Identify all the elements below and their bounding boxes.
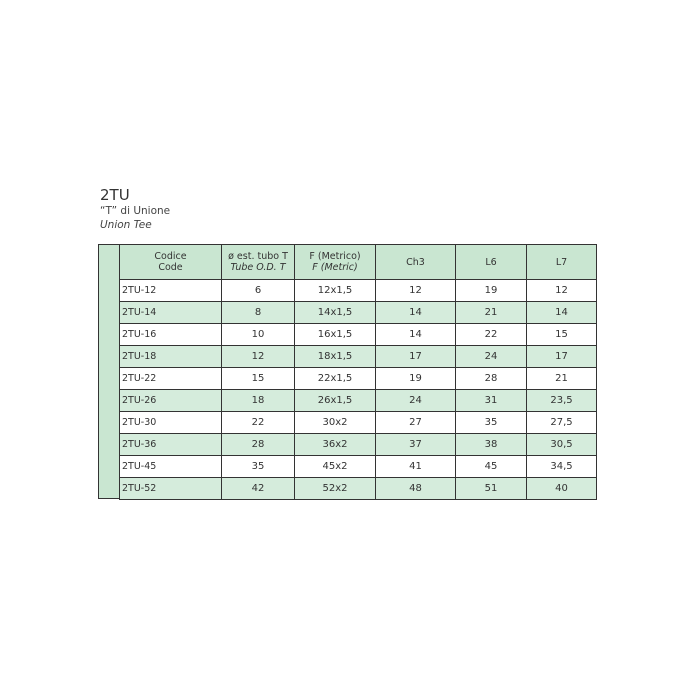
product-heading — [100, 186, 170, 232]
cell-tube-od: 28 — [222, 434, 295, 456]
table-side-bar — [98, 244, 120, 499]
cell-tube-od: 10 — [222, 324, 295, 346]
cell-thread: 52x2 — [295, 478, 376, 500]
cell-code: 2TU-16 — [120, 324, 222, 346]
cell-l6: 38 — [456, 434, 527, 456]
product-name-english: Union Tee — [100, 219, 152, 231]
cell-ch3: 27 — [376, 412, 456, 434]
cell-tube-od: 18 — [222, 390, 295, 412]
product-code: 2TU — [100, 186, 130, 204]
cell-thread: 14x1,5 — [295, 302, 376, 324]
header-thread — [295, 245, 376, 280]
cell-l6: 45 — [456, 456, 527, 478]
table-header-row — [120, 245, 597, 280]
cell-code: 2TU-45 — [120, 456, 222, 478]
cell-tube-od: 35 — [222, 456, 295, 478]
cell-code: 2TU-12 — [120, 280, 222, 302]
table-row — [120, 324, 597, 346]
cell-l7: 30,5 — [527, 434, 597, 456]
cell-code: 2TU-26 — [120, 390, 222, 412]
cell-l6: 35 — [456, 412, 527, 434]
header-tube-od-en: Tube O.D. T — [230, 262, 286, 273]
cell-code: 2TU-30 — [120, 412, 222, 434]
cell-ch3: 19 — [376, 368, 456, 390]
cell-l7: 34,5 — [527, 456, 597, 478]
cell-l6: 21 — [456, 302, 527, 324]
cell-l6: 28 — [456, 368, 527, 390]
table-body — [120, 280, 597, 500]
cell-ch3: 41 — [376, 456, 456, 478]
cell-ch3: 17 — [376, 346, 456, 368]
cell-l7: 15 — [527, 324, 597, 346]
table-row — [120, 346, 597, 368]
cell-l6: 19 — [456, 280, 527, 302]
cell-l6: 24 — [456, 346, 527, 368]
cell-code: 2TU-14 — [120, 302, 222, 324]
specification-table-container — [98, 244, 598, 499]
table-row — [120, 368, 597, 390]
table-row — [120, 456, 597, 478]
cell-tube-od: 8 — [222, 302, 295, 324]
cell-tube-od: 15 — [222, 368, 295, 390]
cell-code: 2TU-22 — [120, 368, 222, 390]
header-l6: L6 — [456, 245, 527, 280]
header-tube-od-it: ø est. tubo T — [228, 251, 288, 262]
cell-l6: 31 — [456, 390, 527, 412]
cell-code: 2TU-52 — [120, 478, 222, 500]
cell-ch3: 37 — [376, 434, 456, 456]
table-row — [120, 434, 597, 456]
cell-l7: 23,5 — [527, 390, 597, 412]
cell-l7: 21 — [527, 368, 597, 390]
header-code-it: Codice — [154, 251, 187, 262]
cell-thread: 12x1,5 — [295, 280, 376, 302]
table-row — [120, 390, 597, 412]
cell-tube-od: 6 — [222, 280, 295, 302]
cell-l6: 51 — [456, 478, 527, 500]
header-tube-od — [222, 245, 295, 280]
table-row — [120, 280, 597, 302]
cell-l7: 40 — [527, 478, 597, 500]
header-code-en: Code — [158, 262, 183, 273]
cell-thread: 16x1,5 — [295, 324, 376, 346]
cell-tube-od: 22 — [222, 412, 295, 434]
cell-tube-od: 42 — [222, 478, 295, 500]
cell-l7: 12 — [527, 280, 597, 302]
product-name-italian: “T” di Unione — [100, 205, 171, 217]
cell-code: 2TU-36 — [120, 434, 222, 456]
cell-thread: 18x1,5 — [295, 346, 376, 368]
header-l7: L7 — [527, 245, 597, 280]
header-thread-en: F (Metric) — [312, 262, 358, 273]
cell-l7: 14 — [527, 302, 597, 324]
cell-ch3: 48 — [376, 478, 456, 500]
table-row — [120, 302, 597, 324]
cell-thread: 26x1,5 — [295, 390, 376, 412]
cell-thread: 36x2 — [295, 434, 376, 456]
cell-ch3: 12 — [376, 280, 456, 302]
cell-ch3: 14 — [376, 324, 456, 346]
cell-thread: 30x2 — [295, 412, 376, 434]
cell-thread: 45x2 — [295, 456, 376, 478]
cell-l7: 17 — [527, 346, 597, 368]
cell-l7: 27,5 — [527, 412, 597, 434]
cell-tube-od: 12 — [222, 346, 295, 368]
header-thread-it: F (Metrico) — [309, 251, 361, 262]
cell-ch3: 24 — [376, 390, 456, 412]
cell-code: 2TU-18 — [120, 346, 222, 368]
table-row — [120, 478, 597, 500]
cell-l6: 22 — [456, 324, 527, 346]
header-code — [120, 245, 222, 280]
cell-thread: 22x1,5 — [295, 368, 376, 390]
cell-ch3: 14 — [376, 302, 456, 324]
specification-table — [119, 244, 597, 500]
table-row — [120, 412, 597, 434]
header-ch3: Ch3 — [376, 245, 456, 280]
